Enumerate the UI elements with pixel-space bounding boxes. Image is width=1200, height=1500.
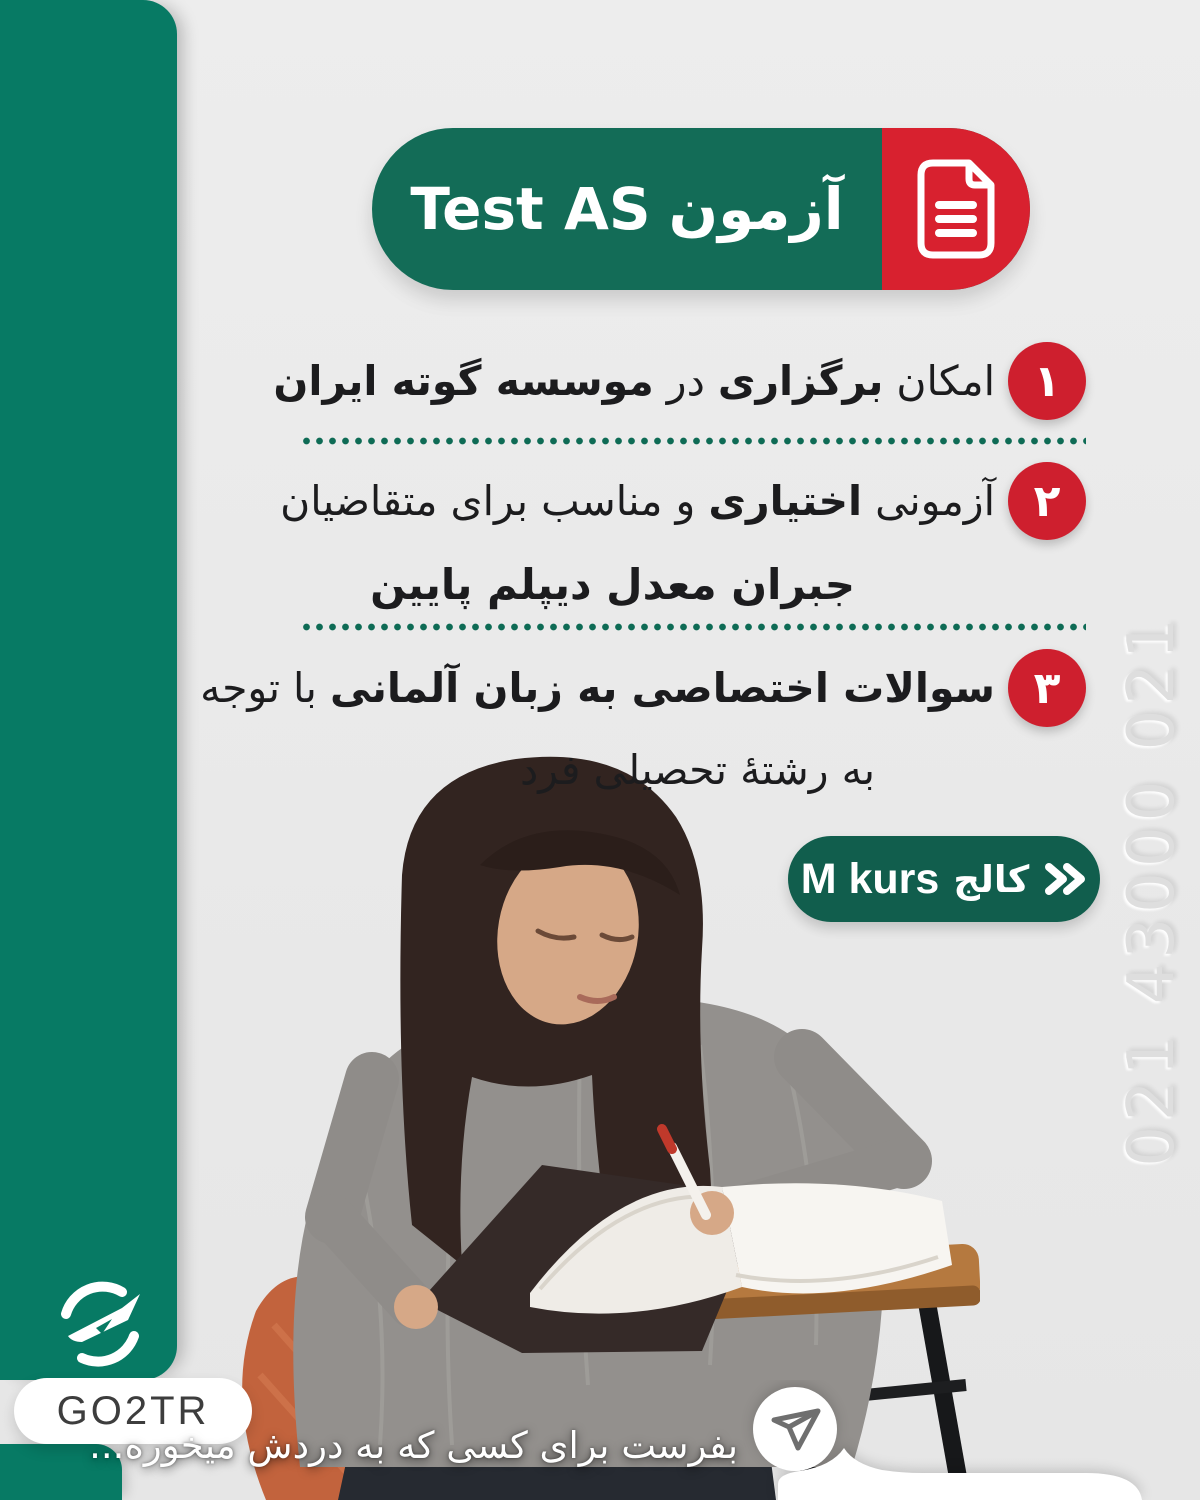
point-3-text: سوالات اختصاصی به زبان آلمانی با توجه به رشتهٔ تحصیلی فرد <box>200 664 995 794</box>
point-3-number: ۳ <box>1033 662 1061 714</box>
dotted-divider-1 <box>300 436 1086 446</box>
phone-watermark: 021 43000 021 <box>1115 613 1189 1167</box>
point-1-number: ۱ <box>1033 355 1061 407</box>
college-mkurs-button[interactable] <box>788 836 1100 922</box>
share-button[interactable] <box>753 1387 837 1471</box>
left-hand <box>394 1285 438 1329</box>
header-red-cap <box>882 128 1030 290</box>
point-1-badge <box>1008 342 1086 420</box>
brand-name: GO2TR <box>56 1388 210 1433</box>
go2tr-logo-icon <box>52 1276 148 1372</box>
cta-label-latin: M kurs <box>800 854 940 903</box>
dotted-divider-2 <box>300 622 1086 632</box>
bottom-sheet <box>778 1448 1142 1500</box>
cta-label-farsi: کالج <box>953 857 1030 901</box>
document-icon <box>913 157 999 261</box>
header-pill <box>372 128 1030 290</box>
chevron-double-right-icon <box>1043 859 1087 899</box>
title-farsi: آزمون <box>668 175 844 243</box>
left-brand-strip <box>0 0 177 1380</box>
page-title <box>372 128 882 290</box>
point-2-number: ۲ <box>1033 475 1061 527</box>
point-2-text: آزمونی اختیاری و مناسب برای متقاضیان جبران معدل دیپلم پایین <box>280 477 995 609</box>
point-2-badge <box>1008 462 1086 540</box>
point-1-text: امکان برگزاری در موسسه گوته ایران <box>273 357 995 405</box>
share-caption: بفرست برای کسی که به دردش میخوره... <box>89 1424 738 1467</box>
bottom-share-area <box>740 1380 1200 1500</box>
point-3-badge <box>1008 649 1086 727</box>
title-latin: Test AS <box>410 175 651 243</box>
